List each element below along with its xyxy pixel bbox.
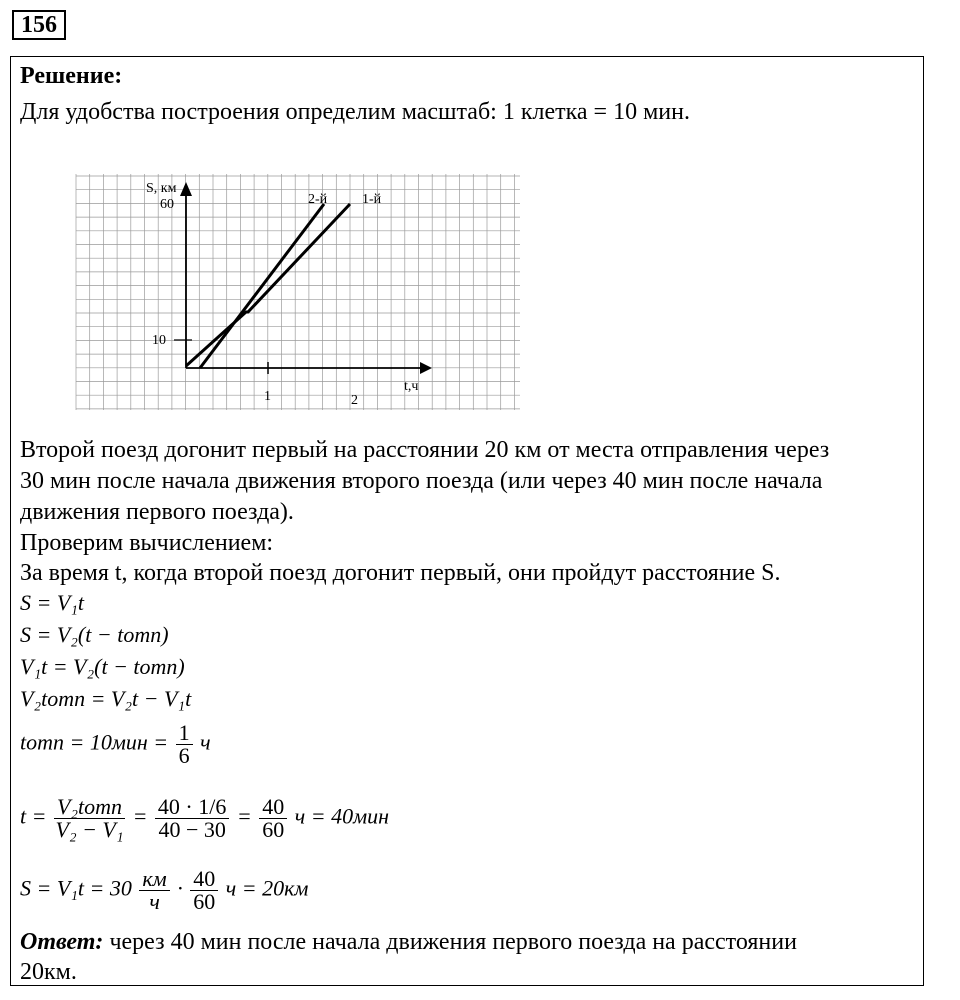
formula-6-numerator-1: V₂tотп (54, 796, 125, 819)
formula-7-right: ч = 20км (225, 875, 309, 901)
formula-5-fraction (176, 722, 193, 767)
formula-5-numerator: 1 (176, 722, 193, 745)
formula-6-denominator-1: V₂ − V₁ (55, 817, 124, 842)
paragraph-line-5: За время t, когда второй поезд догонит первый, они пройдут расстояние S. (20, 560, 781, 586)
formula-5-denominator: 6 (178, 743, 190, 768)
formula-5 (20, 722, 211, 767)
solution-heading: Решение: (20, 63, 123, 89)
paragraph-line-1: Второй поезд догонит первый на расстоянии 20 км от места отправления через (20, 437, 830, 463)
formula-6-right: ч = 40мин (294, 803, 390, 829)
formula-6-numerator-3: 40 (259, 796, 287, 819)
paragraph-line-3: движения первого поезда). (20, 499, 294, 525)
paragraph-line-2: 30 мин после начала движения второго поезда (или через 40 мин после начала (20, 468, 823, 494)
formula-6-denominator-3: 60 (262, 817, 285, 842)
formula-5-left: tотп = 10мин = (20, 729, 169, 755)
paragraph-line-4: Проверим вычислением: (20, 530, 274, 556)
formula-7-fraction-1 (139, 868, 169, 913)
y-tick-10: 10 (152, 333, 166, 348)
x-tick-1: 1 (264, 389, 271, 404)
formula-7 (20, 868, 308, 913)
formula-7-denominator-1: ч (149, 889, 160, 914)
distance-time-graph (74, 172, 522, 412)
formula-2: S = V₂(t − tотп) (20, 622, 169, 647)
formula-6 (20, 796, 389, 841)
scale-intro: Для удобства построения определим масштаб: 1 клетка = 10 мин. (20, 99, 690, 125)
formula-6-fraction-1 (54, 796, 125, 841)
formula-6-fraction-3 (259, 796, 287, 841)
formula-5-unit: ч (200, 729, 211, 755)
answer-line-1 (20, 926, 797, 958)
train-2-line (200, 204, 324, 368)
formula-7-numerator-2: 40 (190, 868, 218, 891)
formula-7-fraction-2 (190, 868, 218, 913)
train-1-label: 1-й (362, 192, 382, 207)
formula-1: S = V₁t (20, 590, 85, 615)
x-axis-arrow (420, 362, 432, 374)
x-axis-label: t,ч (404, 379, 419, 394)
formula-6-eq-1: = (132, 803, 148, 829)
graph-grid (76, 174, 520, 410)
formula-6-left: t = (20, 803, 47, 829)
problem-number: 156 (12, 10, 66, 40)
formula-7-denominator-2: 60 (193, 889, 216, 914)
formula-6-eq-2: = (236, 803, 252, 829)
formula-6-numerator-2: 40 · 1/6 (155, 796, 229, 819)
formula-7-left: S = V₁t = 30 (20, 875, 132, 901)
formula-6-denominator-2: 40 − 30 (158, 817, 226, 842)
answer-label: Ответ: (20, 929, 104, 955)
formula-4: V₂tотп = V₂t − V₁t (20, 686, 192, 711)
formula-3: V₁t = V₂(t − tотп) (20, 654, 185, 679)
formula-6-fraction-2 (155, 796, 229, 841)
x-tick-2: 2 (351, 393, 358, 408)
y-tick-60: 60 (160, 197, 174, 212)
y-axis-arrow (180, 182, 192, 196)
formula-7-mid: · (177, 875, 183, 901)
answer-line-2: 20км. (20, 959, 77, 985)
train-2-label: 2-й (308, 192, 328, 207)
y-axis-label: S, км (146, 181, 177, 196)
formula-7-numerator-1: км (139, 868, 169, 891)
answer-text: через 40 мин после начала движения первого поезда на расстоянии (103, 929, 797, 955)
